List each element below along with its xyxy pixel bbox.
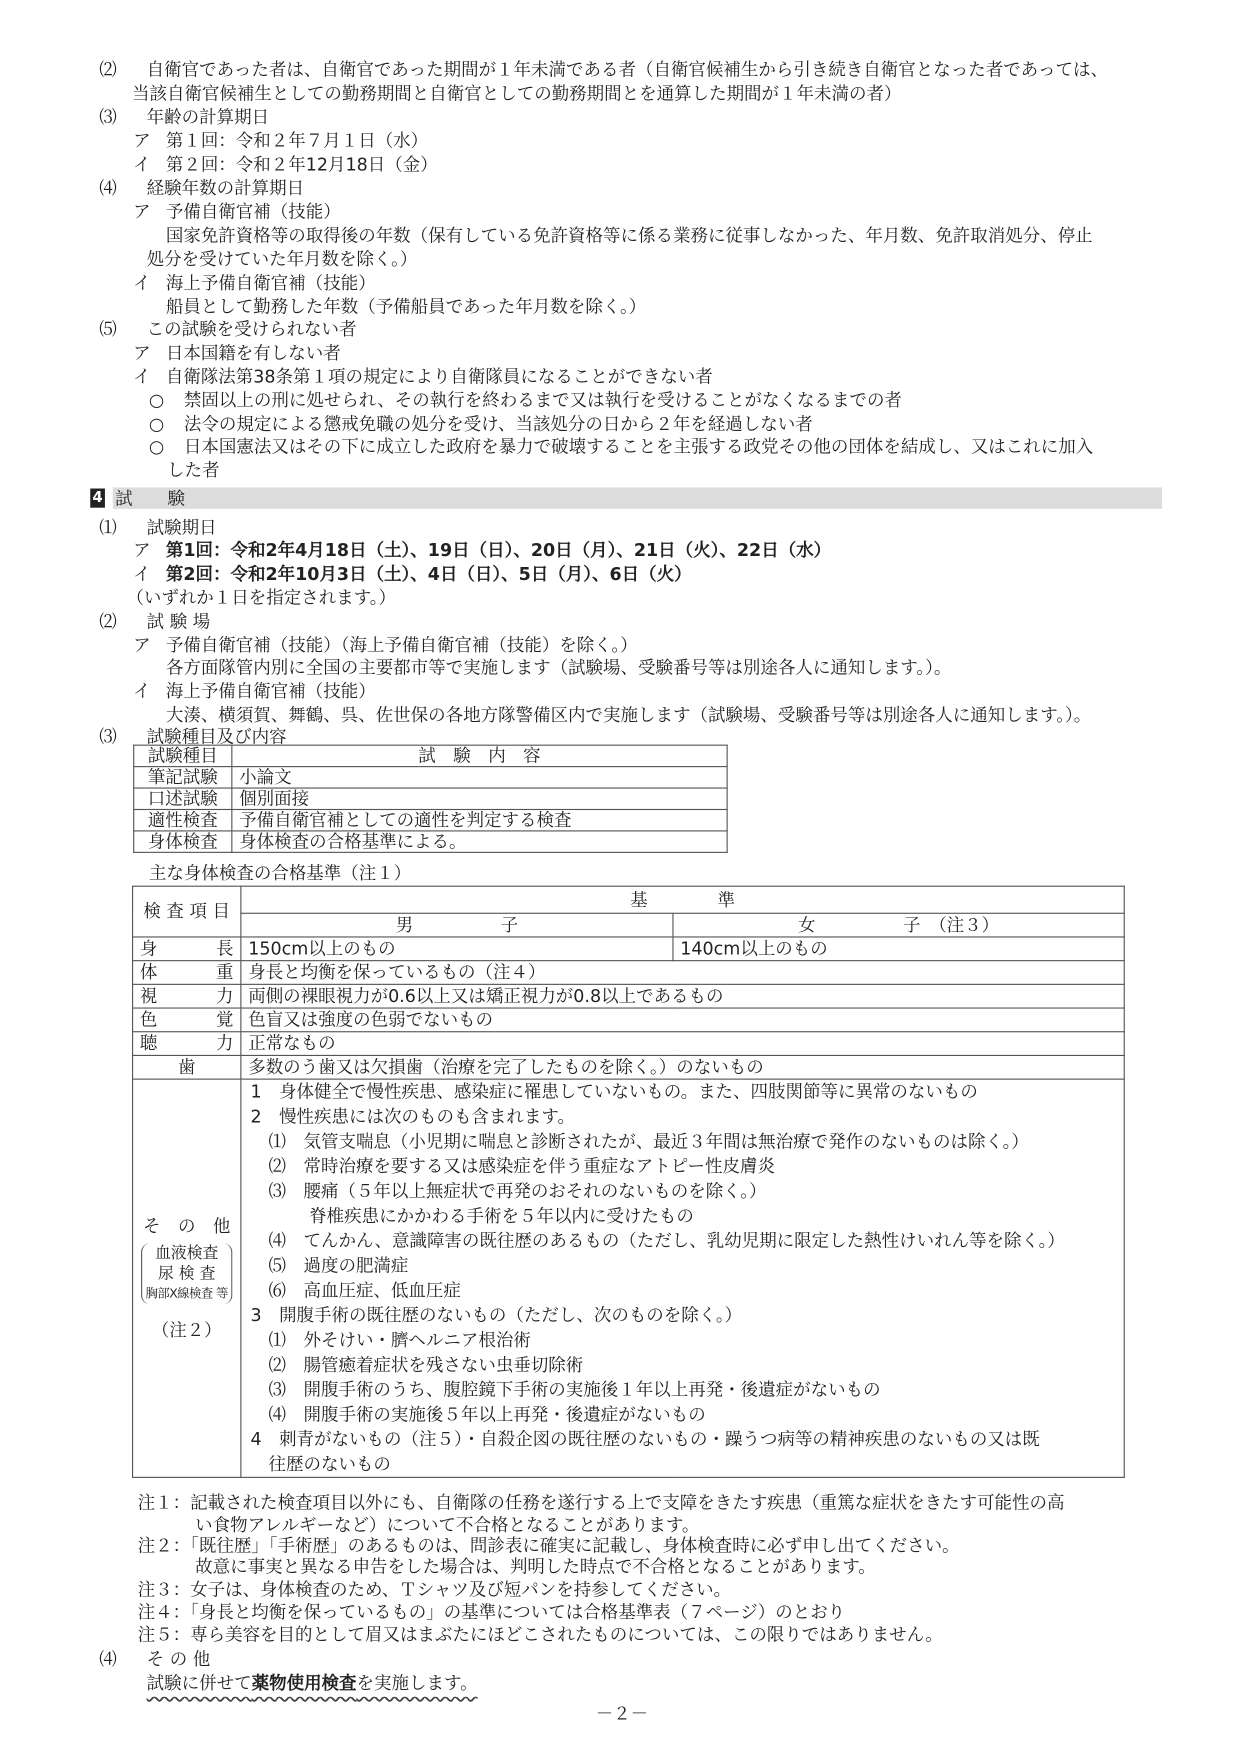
other-label: そ の 他 bbox=[142, 1216, 231, 1237]
table-cell: 小論文 bbox=[232, 767, 727, 788]
criteria-line: 1 身体健全で慢性疾患、感染症に罹患していないもの。また、四肢関節等に異常のないもの bbox=[250, 1081, 978, 1103]
sub-test: 胸部X線検査 等 bbox=[145, 1286, 228, 1301]
table-cell: 正常なもの bbox=[241, 1032, 1124, 1056]
other-sub-tests bbox=[141, 1243, 232, 1304]
sub-test: 尿 検 査 bbox=[157, 1264, 216, 1283]
page-number: －２－ bbox=[595, 1703, 649, 1724]
item-number: ⑶ bbox=[99, 107, 117, 128]
criteria-line: ⑵ 腸管癒着症状を残さない虫垂切除術 bbox=[268, 1354, 584, 1376]
criteria-line: ⑵ 常時治療を要する又は感染症を伴う重症なアトピー性皮膚炎 bbox=[268, 1156, 775, 1177]
table-row bbox=[134, 809, 727, 830]
item-title: そ の 他 bbox=[146, 1649, 211, 1670]
table-header-cell: 試験種目 bbox=[134, 745, 232, 766]
sub-mark: イ bbox=[133, 273, 151, 294]
sub-mark: ア bbox=[133, 635, 151, 656]
criteria-line: 4 刺青がないもの（注５）・自殺企図の既往歴のないもの・躁うつ病等の精神疾患のないもの又は既 bbox=[250, 1429, 1040, 1450]
notice-text: を実施します。 bbox=[356, 1673, 478, 1694]
exam-date-1: 第1回：令和2年4月18日（土）、19日（日）、20日（月）、21日（火）、22日（水） bbox=[165, 540, 832, 561]
note-line: 注４：「身長と均衡を保っているもの」の基準については合格基準表（７ページ）のとおり bbox=[137, 1602, 846, 1623]
criteria-line: ⑹ 高血圧症、低血圧症 bbox=[268, 1280, 461, 1301]
criteria-line: ⑶ 開腹手術のうち、腹腔鏡下手術の実施後１年以上再発・後遺症がないもの bbox=[268, 1379, 881, 1401]
criteria-line: 脊椎疾患にかかわる手術を５年以内に受けたもの bbox=[309, 1206, 694, 1227]
table-cell: 視力 bbox=[133, 984, 241, 1008]
sub-mark: ア bbox=[133, 130, 151, 152]
physical-criteria-table bbox=[132, 886, 1125, 1478]
criteria-line: ⑸ 過度の肥満症 bbox=[268, 1255, 409, 1276]
table-header-cell: 検 査 項 目 bbox=[133, 886, 241, 937]
table-row bbox=[133, 984, 1125, 1008]
table-header-cell: 基 準 bbox=[241, 886, 1124, 913]
criteria-line: ⑴ 気管支喘息（小児期に喘息と診断されたが、最近３年間は無治療で発作のないものは除く。） bbox=[268, 1131, 1029, 1152]
item-number: ⑶ bbox=[99, 726, 117, 747]
table-row bbox=[134, 767, 727, 788]
paragraph-line: 処分を受けていた年月数を除く。） bbox=[146, 249, 418, 270]
paragraph-line: 当該自衛官候補生としての勤務期間と自衛官としての勤務期間とを通算した期間が１年未満の者） bbox=[131, 83, 902, 104]
paragraph-line: 国家免許資格等の取得後の年数（保有している免許資格等に係る業務に従事しなかった、年月数、免許取消処分、停止 bbox=[165, 225, 1093, 246]
criteria-line: ⑴ 外そけい・臍ヘルニア根治術 bbox=[268, 1330, 531, 1351]
sub-mark: イ bbox=[133, 681, 151, 702]
paragraph-line: 自衛隊法第38条第１項の規定により自衛隊員になることができない者 bbox=[165, 366, 713, 387]
date-line: 第１回：令和２年７月１日（水） bbox=[165, 130, 429, 152]
section-header-band bbox=[113, 487, 1162, 508]
bullet-text: した者 bbox=[166, 460, 220, 481]
paragraph-line: 自衛官であった者は、自衛官であった期間が１年未満である者（自衛官候補生から引き続き自衛官となった者であっては、 bbox=[146, 59, 1108, 81]
item-number: ⑴ bbox=[99, 517, 117, 539]
item-title: 経験年数の計算期日 bbox=[146, 178, 305, 199]
table-cell: 個別面接 bbox=[232, 788, 727, 809]
table-cell: 150cm以上のもの bbox=[241, 937, 673, 961]
table-row bbox=[133, 937, 1125, 961]
table-cell: 色盲又は強度の色弱でないもの bbox=[241, 1008, 1124, 1032]
criteria-title: 主な身体検査の合格基準（注１） bbox=[148, 863, 412, 884]
table-header-row bbox=[133, 886, 1125, 913]
table-row bbox=[133, 1008, 1125, 1032]
criteria-line: 3 開腹手術の既往歴のないもの（ただし、次のものを除く。） bbox=[250, 1305, 743, 1326]
table-header-cell: 男 子 bbox=[241, 913, 673, 937]
sub-mark: イ bbox=[133, 366, 151, 387]
other-note: （注２） bbox=[151, 1319, 222, 1341]
table-cell: 色覚 bbox=[133, 1008, 241, 1032]
bullet-text: 禁固以上の刑に処せられ、その執行を終わるまで又は執行を受けることがなくなるまでの者 bbox=[183, 390, 902, 411]
table-cell: 身体検査 bbox=[134, 831, 232, 852]
paragraph-line: 船員として勤務した年数（予備船員であった年月数を除く。） bbox=[165, 296, 647, 318]
table-row bbox=[134, 831, 727, 852]
sub-test: 血液検査 bbox=[155, 1244, 219, 1263]
item-title: この試験を受けられない者 bbox=[146, 319, 357, 340]
note-line: い食物アレルギーなど）について不合格となることがあります。 bbox=[195, 1515, 700, 1536]
table-cell: 聴力 bbox=[133, 1032, 241, 1056]
item-number: ⑵ bbox=[99, 59, 117, 81]
item-title: 年齢の計算期日 bbox=[146, 107, 270, 128]
table-row bbox=[134, 788, 727, 809]
table-header-row bbox=[134, 745, 727, 766]
table-row bbox=[133, 1055, 1125, 1079]
sub-title: 海上予備自衛官補（技能） bbox=[165, 273, 376, 294]
drug-test-notice bbox=[147, 1672, 478, 1695]
bullet-icon: ○ bbox=[148, 390, 165, 411]
table-cell: 身長 bbox=[133, 937, 241, 961]
table-row bbox=[133, 961, 1125, 985]
table-header-cell: 試 験 内 容 bbox=[232, 745, 727, 766]
notice-emphasis: 薬物使用検査 bbox=[251, 1673, 357, 1694]
table-cell: 多数のう歯又は欠損歯（治療を完了したものを除く。）のないもの bbox=[241, 1055, 1124, 1079]
exam-content-table bbox=[133, 745, 728, 853]
item-number: ⑸ bbox=[99, 319, 117, 340]
sub-title: 予備自衛官補（技能） bbox=[165, 201, 341, 223]
table-cell: 身長と均衡を保っているもの（注４） bbox=[241, 961, 1124, 985]
criteria-line: 往歴のないもの bbox=[268, 1454, 391, 1475]
table-row bbox=[133, 1032, 1125, 1056]
notice-text: 試験に併せて bbox=[146, 1673, 252, 1694]
date-line: 第２回：令和２年12月18日（金） bbox=[165, 154, 438, 175]
item-title: 試 験 場 bbox=[146, 611, 211, 632]
table-cell: 両側の裸眼視力が0.6以上又は矯正視力が0.8以上であるもの bbox=[241, 984, 1124, 1008]
criteria-line: ⑷ 開腹手術の実施後５年以上再発・後遺症がないもの bbox=[268, 1404, 706, 1425]
bullet-text: 法令の規定による懲戒免職の処分を受け、当該処分の日から２年を経過しない者 bbox=[183, 414, 813, 435]
exam-date-2: 第2回：令和2年10月3日（土）、4日（日）、5日（月）、6日（火） bbox=[165, 564, 692, 585]
paragraph-line: 大湊、横須賀、舞鶴、呉、佐世保の各地方隊警備区内で実施します（試験場、受験番号等は別途各人に通知します。）。 bbox=[165, 705, 1092, 726]
bullet-text: 日本国憲法又はその下に成立した政府を暴力で破壊することを主張する政党その他の団体を結成し、又はこれに加入 bbox=[183, 436, 1094, 457]
table-row-other bbox=[133, 1079, 1125, 1477]
item-title: 試験期日 bbox=[146, 517, 217, 539]
note-line: 注５：専ら美容を目的として眉又はまぶたにほどこされたものについては、この限りではありません。 bbox=[137, 1624, 943, 1645]
table-cell: 歯 bbox=[133, 1055, 241, 1079]
sub-mark: ア bbox=[133, 201, 151, 223]
table-cell: 140cm以上のもの bbox=[673, 937, 1124, 961]
sub-title: 海上予備自衛官補（技能） bbox=[165, 681, 376, 702]
table-header-cell: 女 子 （注３） bbox=[673, 913, 1124, 937]
sub-mark: イ bbox=[133, 564, 151, 585]
table-cell: 適性検査 bbox=[134, 809, 232, 830]
item-number: ⑵ bbox=[99, 611, 117, 632]
sub-mark: イ bbox=[133, 154, 151, 175]
criteria-line: ⑷ てんかん、意識障害の既往歴のあるもの（ただし、乳幼児期に限定した熱性けいれん等を除く。） bbox=[268, 1230, 1065, 1252]
sub-mark: ア bbox=[133, 540, 151, 561]
paragraph-line: 日本国籍を有しない者 bbox=[165, 342, 341, 364]
note-line: 注３：女子は、身体検査のため、Ｔシャツ及び短パンを持参してください。 bbox=[137, 1579, 732, 1600]
table-cell bbox=[133, 1079, 241, 1477]
bullet-icon: ○ bbox=[148, 414, 165, 435]
table-cell: 筆記試験 bbox=[134, 767, 232, 788]
criteria-line: 2 慢性疾患には次のものも含まれます。 bbox=[250, 1106, 575, 1128]
item-number: ⑷ bbox=[99, 1649, 117, 1670]
table-cell: 身体検査の合格基準による。 bbox=[232, 831, 727, 852]
note-line: 注２：「既往歴」「手術歴」のあるものは、問診表に確実に記載し、身体検査時に必ず申し出てください。 bbox=[137, 1535, 960, 1556]
item-title: 試験種目及び内容 bbox=[146, 726, 287, 747]
table-header-row bbox=[133, 913, 1125, 937]
criteria-line: ⑶ 腰痛（５年以上無症状で再発のおそれのないものを除く。） bbox=[268, 1181, 767, 1202]
table-cell: 体重 bbox=[133, 961, 241, 985]
table-cell: 口述試験 bbox=[134, 788, 232, 809]
date-note: （いずれか１日を指定されます。） bbox=[126, 587, 397, 609]
sub-title: 予備自衛官補（技能）（海上予備自衛官補（技能）を除く。） bbox=[165, 635, 638, 656]
section-number: 4 bbox=[90, 489, 105, 508]
note-line: 故意に事実と異なる申告をした場合は、判明した時点で不合格となることがあります。 bbox=[195, 1556, 876, 1578]
item-number: ⑷ bbox=[99, 178, 117, 199]
table-cell bbox=[241, 1079, 1124, 1477]
sub-mark: ア bbox=[133, 342, 151, 364]
paragraph-line: 各方面隊管内別に全国の主要都市等で実施します（試験場、受験番号等は別途各人に通知します。）。 bbox=[165, 657, 952, 679]
note-line: 注１：記載された検査項目以外にも、自衛隊の任務を遂行する上で支障をきたす疾患（重篤な症状をきたす可能性の高 bbox=[137, 1492, 1065, 1513]
section-title: 試 験 bbox=[115, 488, 186, 509]
bullet-icon: ○ bbox=[148, 436, 165, 457]
table-cell: 予備自衛官補としての適性を判定する検査 bbox=[232, 809, 727, 830]
